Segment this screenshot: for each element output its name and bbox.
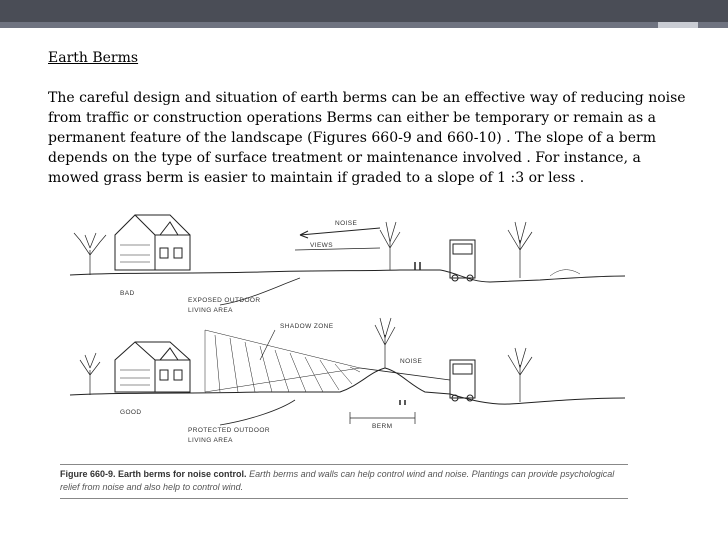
shadow-zone-hatch	[205, 330, 360, 392]
label-noise-top: NOISE	[335, 220, 358, 227]
label-bad: BAD	[120, 290, 135, 297]
label-good: GOOD	[120, 409, 142, 416]
caption-italic: Earth berms and walls can help control wind and noise. Plantings can provide psychological relief from noise and also help to control wind.	[60, 469, 615, 492]
caption-divider-bottom	[60, 498, 628, 499]
house-icon-top	[115, 215, 190, 270]
label-berm: BERM	[372, 423, 393, 430]
tree-icon-top-right	[508, 222, 532, 278]
tree-icon-bottom-left	[80, 353, 100, 395]
slide-top-bar	[0, 0, 728, 22]
caption-divider-top	[60, 464, 628, 465]
slide-paragraph: The careful design and situation of earth berms can be an effective way of reducing noise from traffic or construction operations Berms can either be temporary or remain as a permanent feature of the landscape (Figures 660-9 and 660-10) . The slope of a berm depends on the type of surface treatment or maintenance involved . For instance, a mowed grass berm is easier to maintain if graded to a slope of 1 :3 or less .	[48, 90, 686, 186]
tree-icon-bottom-middle	[375, 318, 395, 368]
figure-caption	[60, 468, 628, 494]
label-exposed-line2: LIVING AREA	[188, 307, 233, 314]
label-exposed-line1: EXPOSED OUTDOOR	[188, 297, 261, 304]
caption-bold: Figure 660-9. Earth berms for noise control.	[60, 469, 247, 479]
berm-figure	[60, 200, 630, 540]
tree-icon-bottom-right	[508, 348, 532, 402]
label-protected-line1: PROTECTED OUTDOOR	[188, 427, 270, 434]
label-views: VIEWS	[310, 242, 333, 249]
label-noise-bottom: NOISE	[400, 358, 423, 365]
label-protected-line2: LIVING AREA	[188, 437, 233, 444]
tree-icon-top-middle	[380, 222, 400, 270]
truck-icon-bottom	[450, 360, 475, 401]
label-shadow-zone: SHADOW ZONE	[280, 323, 334, 330]
slide-top-accent	[0, 22, 728, 28]
berm-diagram	[60, 200, 630, 462]
slide-title: Earth Berms	[48, 50, 139, 66]
house-icon-bottom	[115, 342, 190, 392]
truck-icon-top	[450, 240, 475, 281]
tree-icon-top-left	[74, 233, 106, 275]
